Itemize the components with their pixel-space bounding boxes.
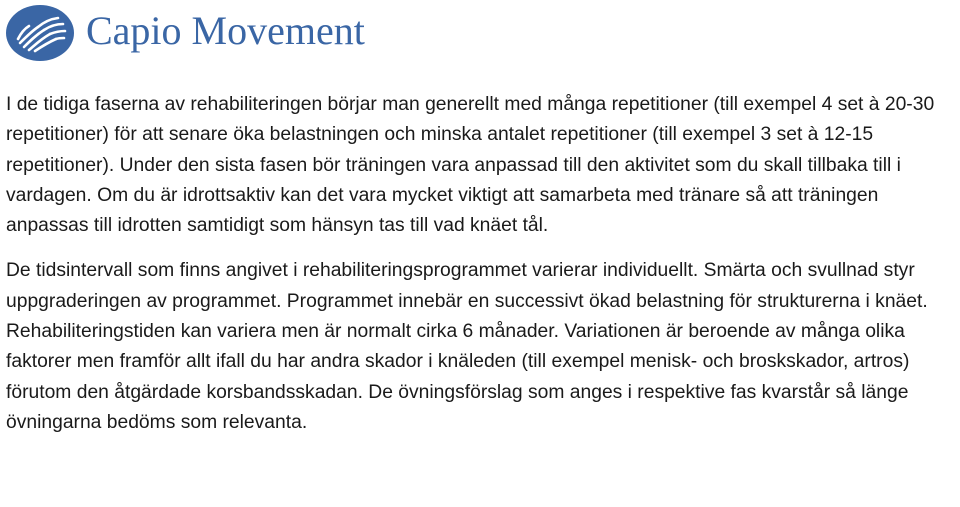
brand-name: Capio Movement bbox=[86, 8, 365, 53]
page-header bbox=[4, 2, 365, 64]
hands-logo-icon bbox=[4, 3, 76, 63]
paragraph-1: I de tidiga faserna av rehabiliteringen börjar man generellt med många repetitioner (till exempel 4 set à 20-30 repetitioner) för att senare öka belastningen och minska antalet repetitioner (till exempel 3 set à 12-15 repetitioner). Under den sista fasen bör träningen vara anpassad till den aktivitet som du skall tillbaka till i vardagen. Om du är idrottsaktiv kan det vara mycket viktigt att samarbeta med tränare så att träningen anpassas till idrotten samtidigt som hänsyn tas till vad knäet tål. bbox=[6, 94, 935, 237]
body-text bbox=[6, 90, 956, 438]
paragraph-2: De tidsintervall som finns angivet i rehabiliteringsprogrammet varierar individuellt. Smärta och svullnad styr uppgraderingen av programmet. Programmet innebär en successivt ökad belastning för strukturerna i knäet. Rehabiliteringstiden kan variera men är normalt cirka 6 månader. Variationen är beroende av många olika faktorer men framför allt ifall du har andra skador i knäleden (till exempel menisk- och broskskador, artros) förutom den åtgärdade korsbandsskadan. De övningsförslag som anges i respektive fas kvarstår så länge övningarna bedöms som relevanta. bbox=[6, 260, 928, 433]
